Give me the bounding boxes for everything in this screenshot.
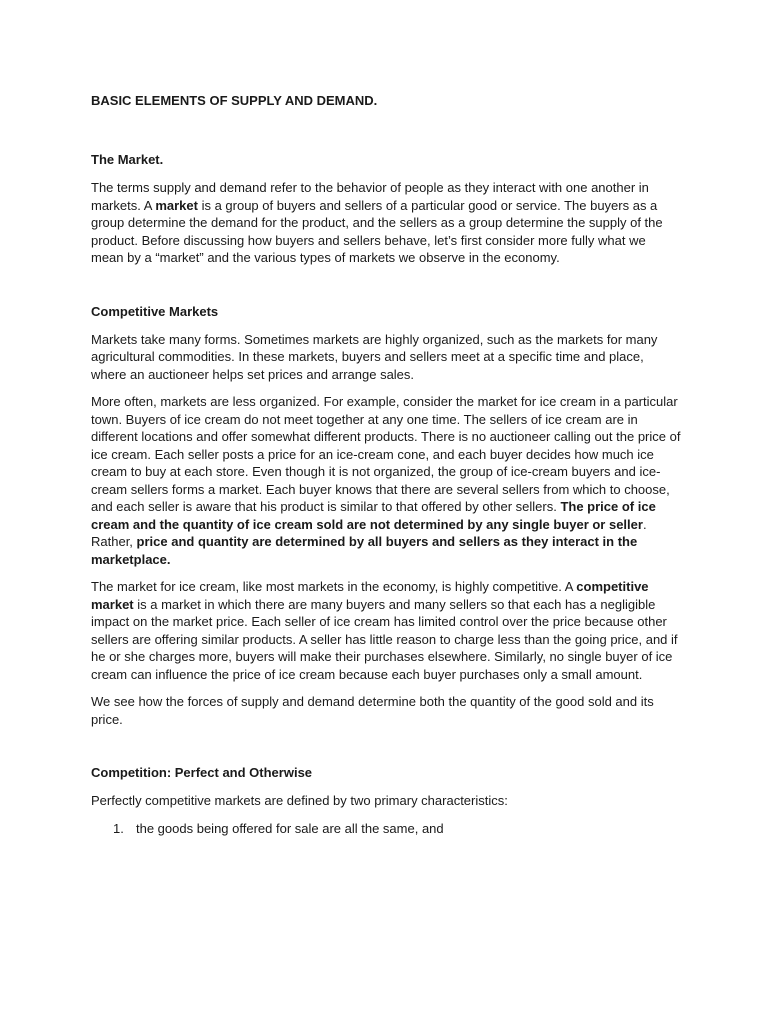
paragraph — [91, 578, 681, 683]
list-item — [91, 820, 681, 838]
text-run: We see how the forces of supply and demand determine both the quantity of the good sold and its price. — [91, 694, 654, 727]
paragraph — [91, 393, 681, 568]
document-title: BASIC ELEMENTS OF SUPPLY AND DEMAND. — [91, 93, 378, 108]
text-run: The market for ice cream, like most markets in the economy, is highly competitive. A — [91, 579, 577, 594]
paragraph — [91, 179, 681, 267]
list-item-text: the goods being offered for sale are all the same, and — [136, 820, 444, 836]
text-run: . Rather, — [91, 516, 647, 549]
text-run: More often, markets are less organized. For example, consider the market for ice cream in a particular town. Buyers of ice cream do not meet together at any one time. The sellers of ice cream are in different locations and offer somewhat different products. There is no auctioneer calling out the price of ice cream. Each seller posts a price for an ice-cream cone, and each buyer decides how much ice cream to buy at each store. Even though it is not organized, the group of ice-cream buyers and ice-cream sellers forms a market. Each buyer knows that there are several sellers from which to choose, and each seller is aware that his product is similar to that offered by other sellers. — [91, 394, 681, 514]
bold-term: price and quantity are determined by all buyers and sellers as they interact in the marketplace. — [91, 534, 638, 567]
section — [91, 303, 681, 729]
section — [91, 764, 681, 837]
text-run: is a market in which there are many buyers and many sellers so that each has a negligible impact on the market price. Each seller of ice cream has limited control over the price because other sellers are offering similar products. A seller has little reason to charge less than the going price, and if he or she charges more, buyers will make their purchases elsewhere. Similarly, no single buyer of ice cream can influence the price of ice cream because each buyer purchases only a small amount. — [91, 596, 678, 682]
numbered-list — [91, 820, 681, 838]
paragraph — [91, 693, 681, 728]
document-body — [91, 92, 681, 837]
paragraph — [91, 792, 681, 810]
text-run: is a group of buyers and sellers of a particular good or service. The buyers as a group determine the demand for the product, and the sellers as a group determine the supply of the product. Before discussing how buyers and sellers behave, let’s first consider more fully what we mean by a “market” and the various types of markets we observe in the economy. — [91, 197, 663, 265]
section — [91, 151, 681, 267]
sections-container — [91, 151, 681, 837]
section-heading: The Market. — [91, 152, 164, 167]
paragraph — [91, 331, 681, 384]
list-number: 1. — [113, 820, 124, 836]
text-run: Perfectly competitive markets are defined by two primary characteristics: — [91, 793, 508, 808]
section-heading: Competitive Markets — [91, 303, 219, 319]
text-run: The terms supply and demand refer to the behavior of people as they interact with one another in markets. A — [91, 180, 649, 213]
bold-term: The price of ice cream and the quantity of ice cream sold are not determined by any single buyer or seller — [91, 499, 656, 532]
bold-term: competitive market — [91, 579, 649, 612]
bold-term: market — [155, 197, 198, 213]
text-run: Markets take many forms. Sometimes markets are highly organized, such as the markets for many agricultural commodities. In these markets, buyers and sellers meet at a specific time and place, where an auctioneer helps set prices and arrange sales. — [91, 331, 658, 382]
section-heading: Competition: Perfect and Otherwise — [91, 765, 313, 780]
